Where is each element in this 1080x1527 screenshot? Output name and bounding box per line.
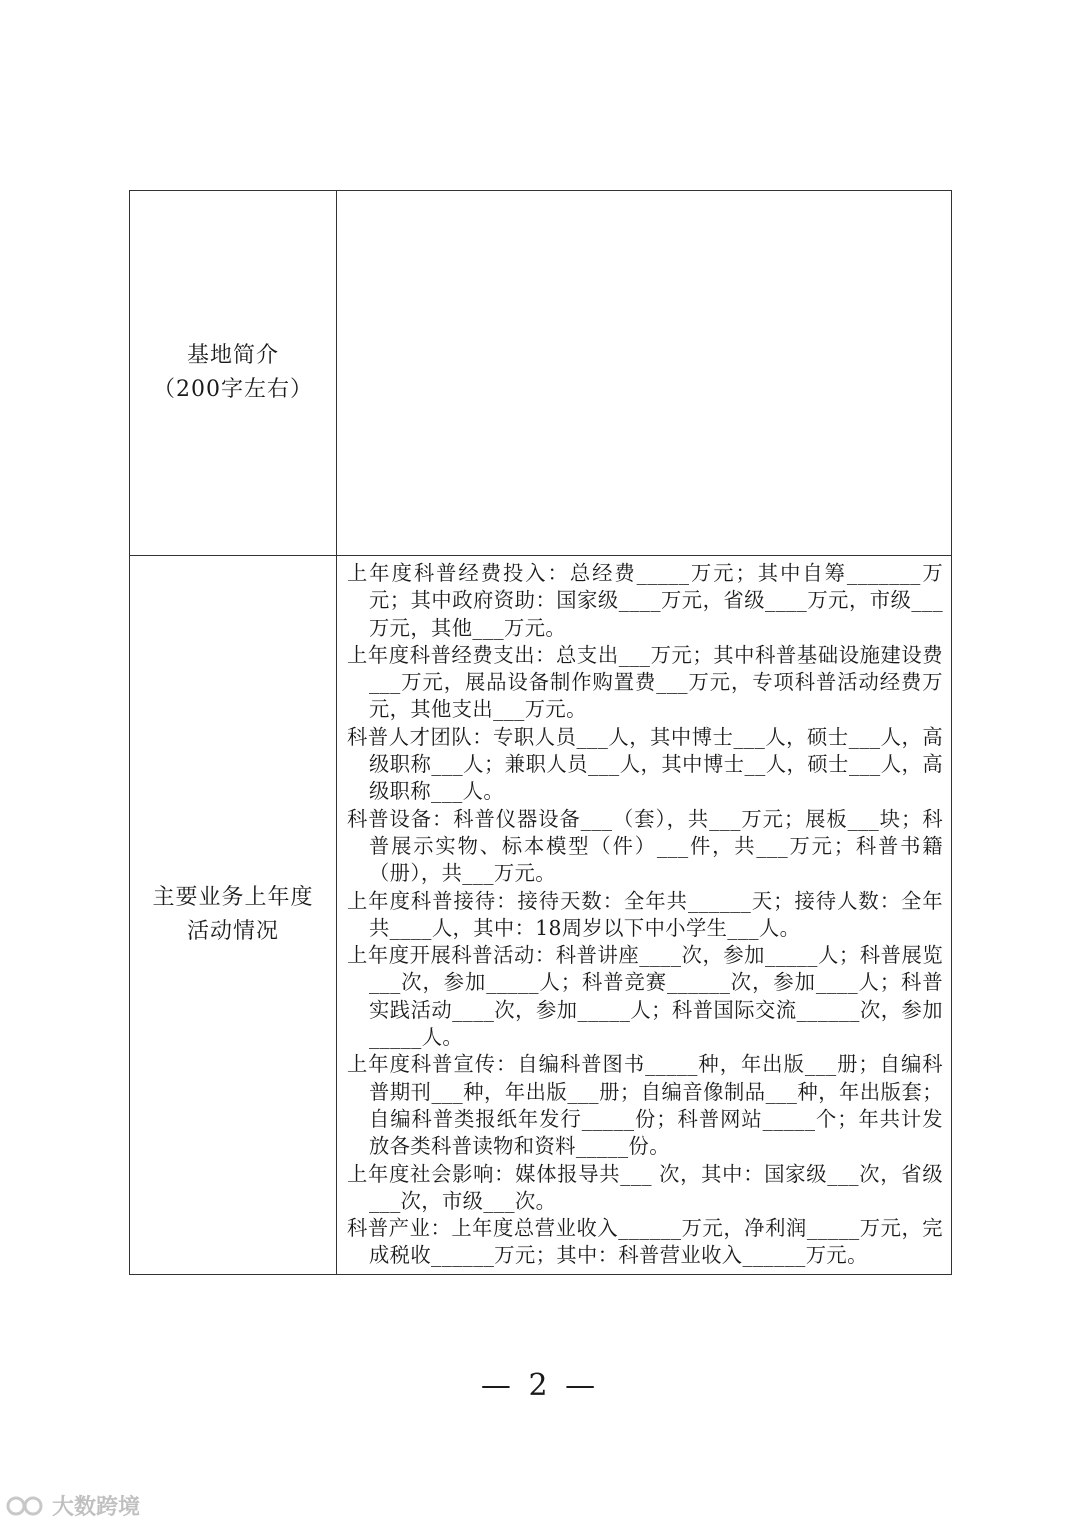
watermark-logo-icon bbox=[6, 1494, 46, 1518]
watermark bbox=[6, 1490, 140, 1521]
activity-paragraphs bbox=[337, 556, 951, 1274]
watermark-text: 大数跨境 bbox=[52, 1495, 141, 1520]
paragraph-equipment: 科普设备：科普仪器设备___（套），共___万元；展板___块；科普展示实物、标本模型（件）___件，共___万元；科普书籍（册），共___万元。 bbox=[347, 806, 943, 886]
paragraph-social-impact: 上年度社会影响：媒体报导共___ 次，其中：国家级___次，省级___次，市级___次。 bbox=[347, 1161, 943, 1213]
page-number: — 2 — bbox=[480, 1368, 600, 1403]
table-row-base-intro bbox=[130, 191, 952, 556]
paragraph-reception: 上年度科普接待：接待天数：全年共______天；接待人数：全年共____人，其中：18周岁以下中小学生___人。 bbox=[347, 888, 943, 940]
table-row-activity bbox=[130, 556, 952, 1275]
paragraph-talent-team: 科普人才团队：专职人员___人，其中博士___人，硕士___人，高级职称___人；兼职人员___人，其中博士__人，硕士___人，高级职称___人。 bbox=[347, 724, 943, 804]
base-intro-content bbox=[337, 191, 952, 556]
activity-label-line1: 主要业务上年度 bbox=[152, 884, 314, 910]
activity-label-line2: 活动情况 bbox=[186, 918, 279, 944]
activity-content bbox=[337, 556, 952, 1275]
paragraph-publicity: 上年度科普宣传：自编科普图书_____种，年出版___册；自编科普期刊___种，年出版___册；自编音像制品___种，年出版套；自编科普类报纸年发行_____份；科普网站_____个；年共计发放各类科普读物和资料_____份。 bbox=[347, 1052, 943, 1159]
activity-label bbox=[130, 556, 337, 1275]
paragraph-activities: 上年度开展科普活动：科普讲座____次，参加_____人；科普展览___次，参加_____人；科普竞赛______次，参加____人；科普实践活动____次，参加_____人；科普国际交流______次，参加_____人。 bbox=[347, 943, 943, 1050]
paragraph-industry: 科普产业：上年度总营业收入______万元，净利润_____万元，完成税收______万元；其中：科普营业收入______万元。 bbox=[347, 1216, 943, 1268]
base-intro-label-line1: 基地简介 bbox=[186, 343, 279, 368]
base-intro-label-line2: （200字左右） bbox=[153, 377, 313, 402]
application-form-table bbox=[129, 190, 952, 1275]
paragraph-funding-input: 上年度科普经费投入：总经费_____万元；其中自筹_______万元；其中政府资助：国家级____万元，省级____万元，市级___万元，其他___万元。 bbox=[347, 561, 943, 640]
base-intro-label bbox=[130, 191, 337, 556]
paragraph-funding-expense: 上年度科普经费支出：总支出___万元；其中科普基础设施建设费___万元，展品设备制作购置费___万元，专项科普活动经费万元，其他支出___万元。 bbox=[347, 642, 943, 722]
